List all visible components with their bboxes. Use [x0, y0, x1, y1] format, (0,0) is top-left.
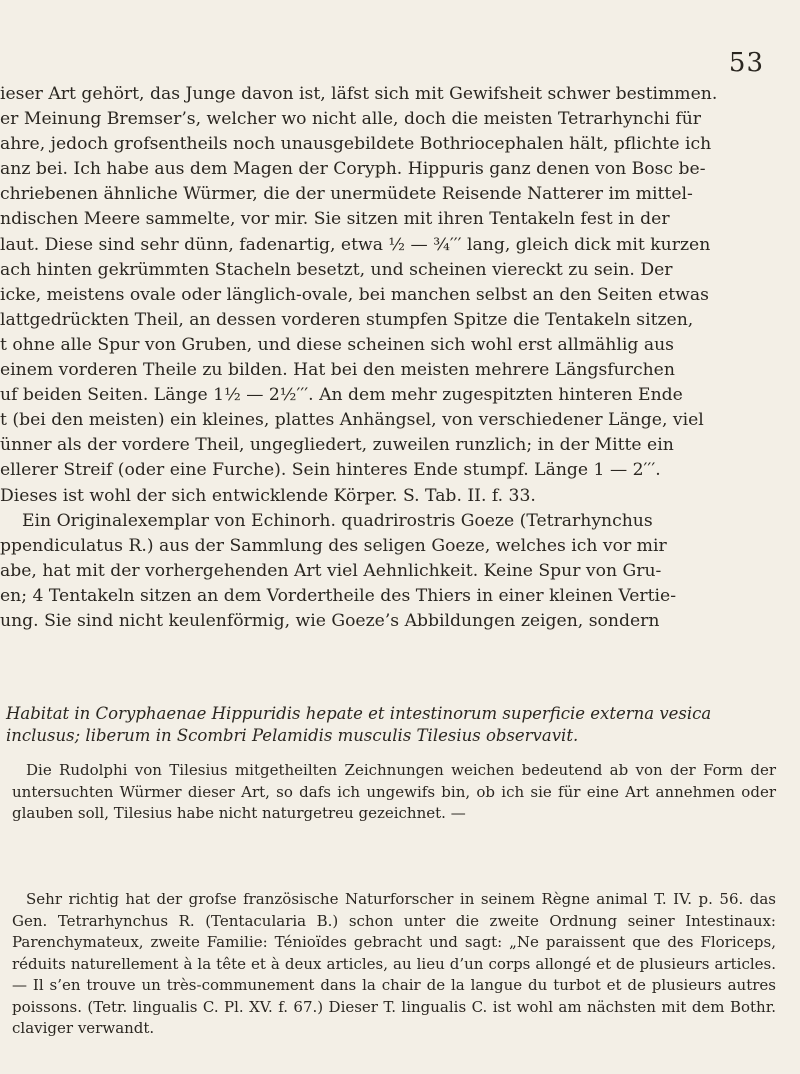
- text-line-4: anz bei. Ich habe aus dem Magen der Coryph. Hippuris ganz denen von Bosc be-: [0, 159, 706, 180]
- text-line-22: ung. Sie sind nicht keulenförmig, wie Goeze’s Abbildungen zeigen, sondern: [0, 610, 660, 631]
- text-line-20: abe, hat mit der vorhergehenden Art viel Aehnlichkeit. Keine Spur von Gru-: [0, 560, 662, 581]
- page-number: 53: [728, 48, 764, 78]
- text-line-10: lattgedrückten Theil, an dessen vorderen stumpfen Spitze die Tentakeln sitzen,: [0, 309, 694, 330]
- main-text-block: [0, 82, 776, 634]
- footnote-cuvier: [12, 889, 776, 1040]
- footnote-cuvier-text: Sehr richtig hat der grofse französische Naturforscher in seinem Règne animal T. IV. p. 56. das Gen. Tetrarhynchus R. (Tentacularia B.) schon unter die zweite Ordnung seiner Intestinaux: Parenchymateux, zweite Familie: Ténioïdes gebracht und sagt: „Ne paraissent que des Floriceps, réduits naturellement à la tête et à deux articles, au lieu d’un corps allongé et de plusieurs articles. — Il s’en trouve un très-communement dans la chair de la langue du turbot et de plusieurs autres poissons. (Tetr. lingualis C. Pl. XV. f. 67.) Dieser T. lingualis C. ist wohl am nächsten mit dem Bothr. claviger verwandt.: [12, 890, 776, 1037]
- text-line-18: Ein Originalexemplar von Echinorh. quadrirostris Goeze (Tetrarhynchus: [22, 510, 653, 531]
- text-line-9: icke, meistens ovale oder länglich-ovale, bei manchen selbst an den Seiten etwas: [0, 284, 709, 305]
- text-line-14: t (bei den meisten) ein kleines, plattes Anhängsel, von verschiedener Länge, viel: [0, 410, 704, 431]
- text-line-15: ünner als der vordere Theil, ungegliedert, zuweilen runzlich; in der Mitte ein: [0, 435, 674, 456]
- text-line-6: ndischen Meere sammelte, vor mir. Sie sitzen mit ihren Tentakeln fest in der: [0, 209, 670, 230]
- text-line-3: ahre, jedoch grofsentheils noch unausgebildete Bothriocephalen hält, pflichte ich: [0, 134, 712, 155]
- text-line-7: laut. Diese sind sehr dünn, fadenartig, etwa ½ — ¾′′′ lang, gleich dick mit kurzen: [0, 234, 711, 255]
- text-line-2: er Meinung Bremser’s, welcher wo nicht alle, doch die meisten Tetrarhynchi für: [0, 109, 702, 130]
- text-line-16: ellerer Streif (oder eine Furche). Sein hinteres Ende stumpf. Länge 1 — 2′′′.: [0, 460, 661, 481]
- text-line-17: Dieses ist wohl der sich entwicklende Körper. S. Tab. II. f. 33.: [0, 485, 536, 506]
- text-line-5: chriebenen ähnliche Würmer, die der unermüdete Reisende Natterer im mittel-: [0, 184, 693, 205]
- text-line-21: en; 4 Tentakeln sitzen an dem Vordertheile des Thiers in einer kleinen Vertie-: [0, 585, 677, 606]
- text-line-11: t ohne alle Spur von Gruben, und diese scheinen sich wohl erst allmählig aus: [0, 334, 674, 355]
- footnote-rudolphi: [12, 760, 776, 825]
- footnote-rudolphi-text: Die Rudolphi von Tilesius mitgetheilten Zeichnungen weichen bedeutend ab von der Form der untersuchten Würmer dieser Art, so dafs ich ungewifs bin, ob ich sie für eine Art annehmen oder glauben soll, Tilesius habe nicht naturgetreu gezeichnet. —: [12, 761, 776, 822]
- text-line-8: ach hinten gekrümmten Stacheln besetzt, und scheinen viereckt zu sein. Der: [0, 259, 673, 280]
- habitat-paragraph: Habitat in Coryphaenae Hippuridis hepate et intestinorum superficie externa vesica inclusus; liberum in Scombri Pelamidis musculis Tilesius observavit.: [6, 704, 712, 745]
- text-line-19: ppendiculatus R.) aus der Sammlung des seligen Goeze, welches ich vor mir: [0, 535, 667, 556]
- text-line-12: einem vorderen Theile zu bilden. Hat bei den meisten mehrere Längsfurchen: [0, 360, 675, 381]
- text-line-13: uf beiden Seiten. Länge 1½ — 2½′′′. An dem mehr zugespitzten hinteren Ende: [0, 385, 683, 406]
- text-line-1: ieser Art gehört, das Junge davon ist, läfst sich mit Gewifsheit schwer bestimmen.: [0, 84, 718, 104]
